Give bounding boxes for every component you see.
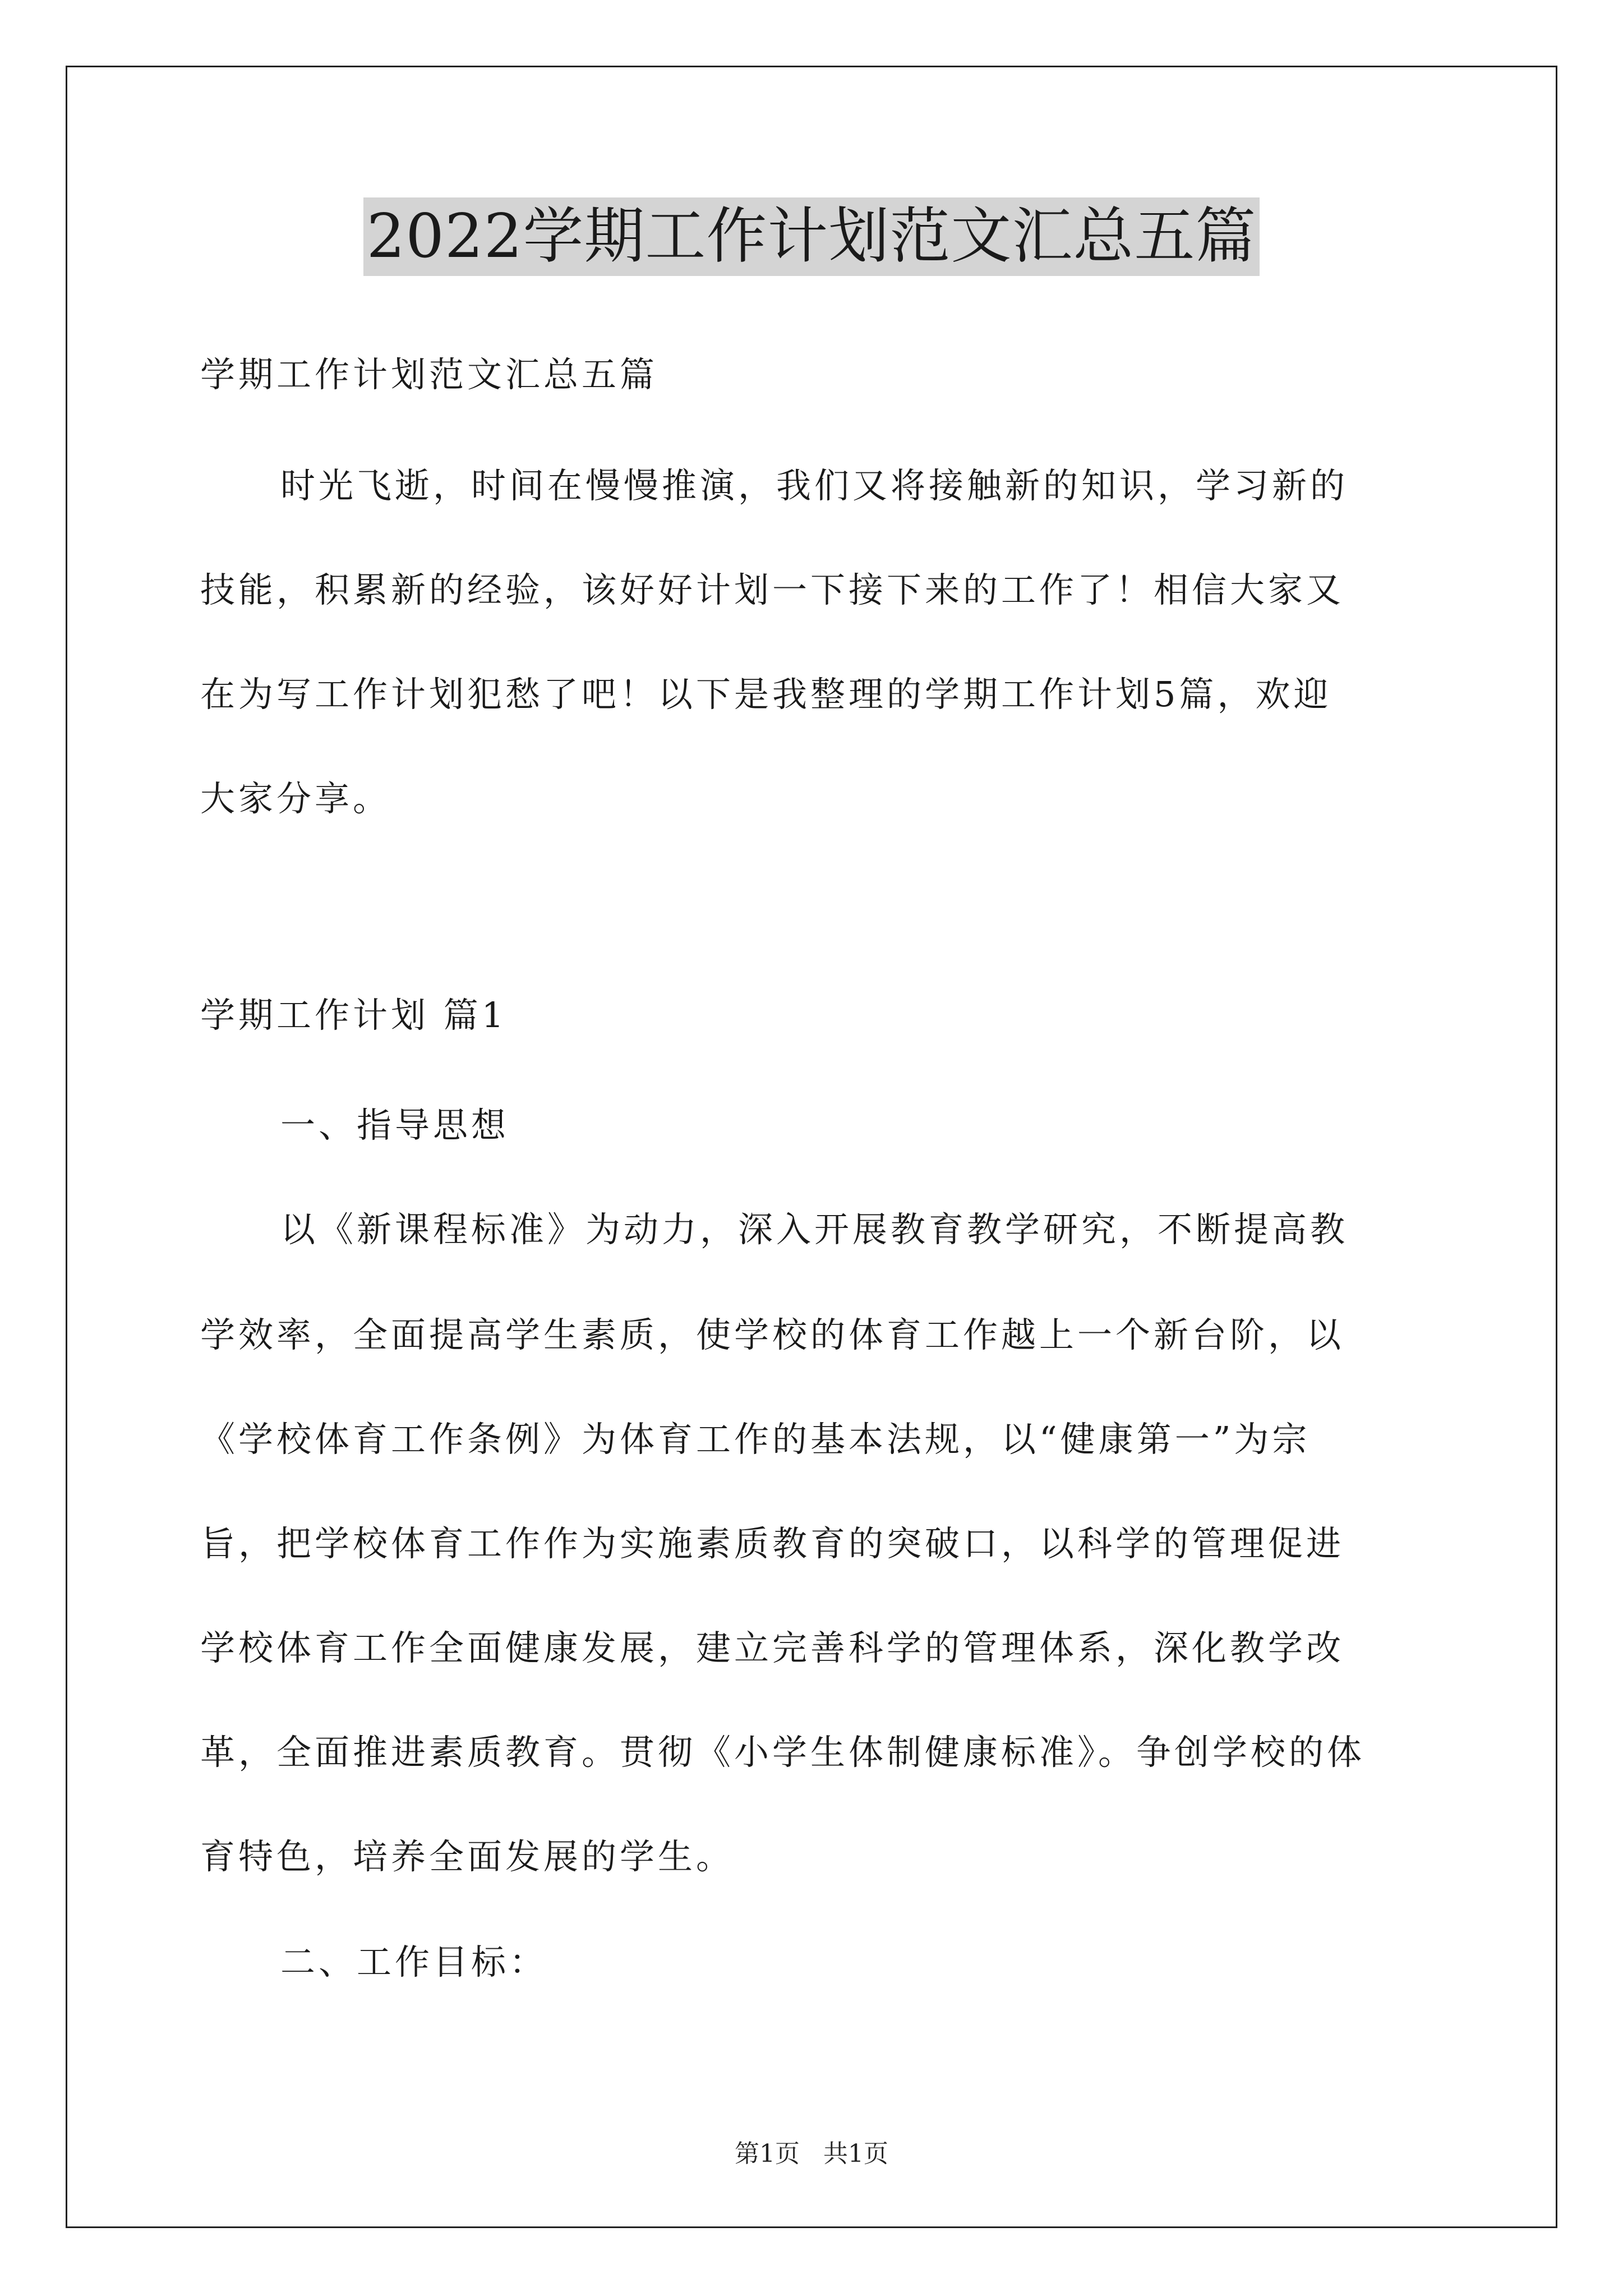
paragraph-line-6: 革，全面推进素质教育。贯彻《小学生体制健康标准》。争创学校的体 [200,1732,1366,1773]
paragraph-line-3: 《学校体育工作条例》为体育工作的基本法规，以“健康第一”为宗 [200,1419,1311,1460]
paragraph-line-1: 以《新课程标准》为动力，深入开展教育教学研究，不断提高教 [280,1209,1349,1250]
title-container [0,197,1623,276]
intro-line-2: 技能，积累新的经验，该好好计划一下接下来的工作了！相信大家又 [200,569,1345,610]
paragraph-line-5: 学校体育工作全面健康发展，建立完善科学的管理体系，深化教学改 [200,1627,1345,1668]
intro-line-3: 在为写工作计划犯愁了吧！以下是我整理的学期工作计划5篇，欢迎 [200,674,1332,715]
page-current: 第1页 [735,2139,800,2168]
item-two-heading: 二、工作目标： [280,1941,548,1982]
paragraph-line-7: 育特色，培养全面发展的学生。 [200,1836,735,1877]
paragraph-line-4: 旨，把学校体育工作作为实施素质教育的突破口，以科学的管理促进 [200,1523,1345,1564]
section-heading: 学期工作计划 篇1 [200,995,508,1036]
paragraph-line-2: 学效率，全面提高学生素质，使学校的体育工作越上一个新台阶，以 [200,1314,1345,1355]
item-one-heading: 一、指导思想 [280,1105,510,1145]
document-title: 2022学期工作计划范文汇总五篇 [363,197,1260,276]
intro-line-4: 大家分享。 [200,778,391,819]
page-total: 共1页 [823,2139,888,2168]
intro-line-1: 时光飞逝，时间在慢慢推演，我们又将接触新的知识，学习新的 [280,465,1349,506]
page-footer [0,2137,1623,2171]
document-subtitle: 学期工作计划范文汇总五篇 [200,354,658,395]
